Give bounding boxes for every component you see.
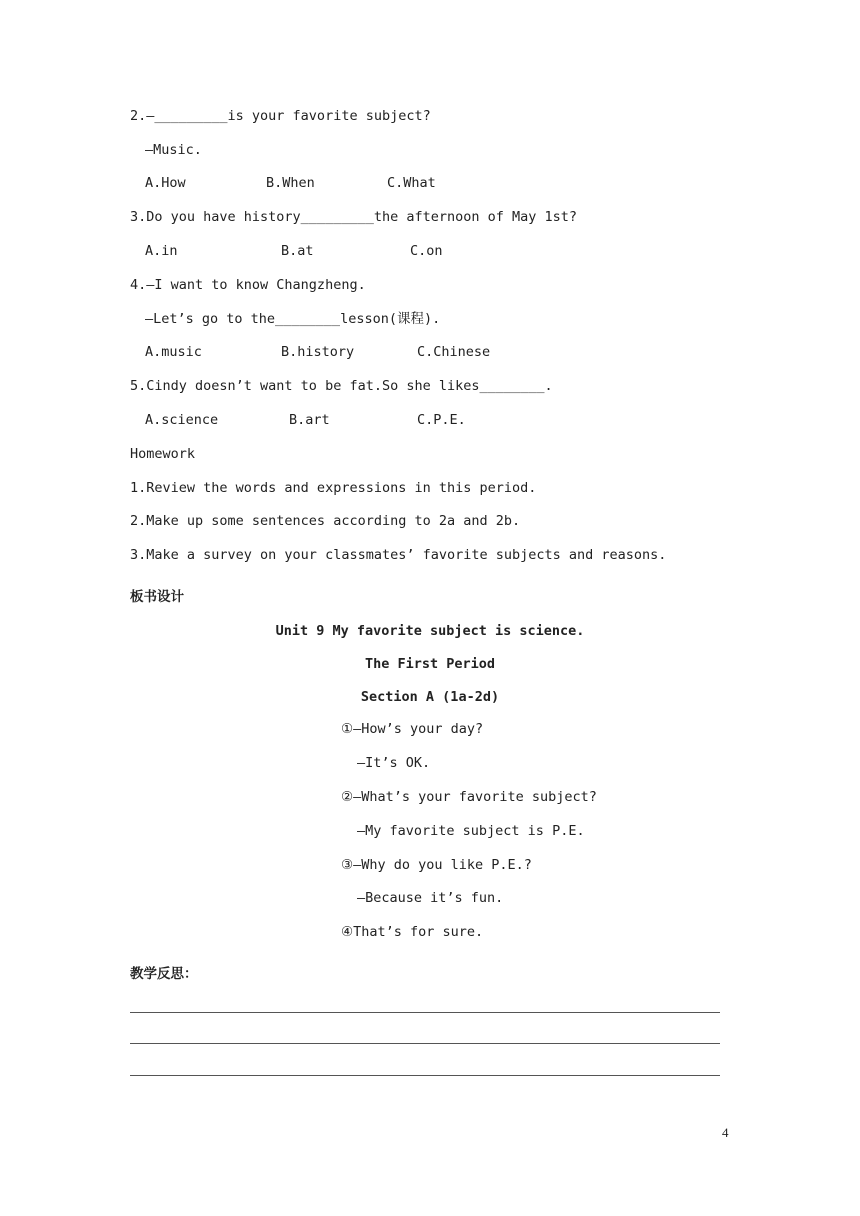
homework-heading: Homework — [130, 446, 196, 462]
page-number: 4 — [722, 1125, 729, 1140]
question-5-stem: 5.Cindy doesn’t want to be fat.So she likes________. — [130, 378, 553, 394]
board-period: The First Period — [364, 656, 496, 672]
reflection-heading: 教学反思： — [130, 966, 198, 982]
reflection-rule-3 — [130, 1075, 720, 1076]
question-3-stem: 3.Do you have history_________the afternoon of May 1st? — [130, 209, 578, 225]
board-line-3: ②—What’s your favorite subject? — [341, 789, 597, 805]
question-5-option-a: A.science — [145, 412, 219, 428]
homework-item-3: 3.Make a survey on your classmates’ favorite subjects and reasons. — [130, 547, 667, 563]
question-2-reply: —Music. — [145, 142, 202, 158]
question-4-option-b: B.history — [281, 344, 355, 360]
board-line-6: —Because it’s fun. — [357, 890, 504, 906]
question-4-stem: 4.—I want to know Changzheng. — [130, 277, 366, 293]
question-2-stem: 2.—_________is your favorite subject? — [130, 108, 431, 124]
question-3-option-b: B.at — [281, 243, 314, 259]
board-title: Unit 9 My favorite subject is science. — [275, 623, 585, 639]
question-3-option-c: C.on — [410, 243, 443, 259]
question-5-option-b: B.art — [289, 412, 330, 428]
question-3-option-a: A.in — [145, 243, 178, 259]
question-4-reply: —Let’s go to the________lesson(课程). — [145, 311, 441, 327]
question-2-option-b: B.When — [266, 175, 315, 191]
reflection-rule-1 — [130, 1012, 720, 1013]
question-2-option-c: C.What — [387, 175, 436, 191]
board-line-4: —My favorite subject is P.E. — [357, 823, 585, 839]
homework-item-2: 2.Make up some sentences according to 2a and 2b. — [130, 513, 521, 529]
board-line-7: ④That’s for sure. — [341, 924, 484, 940]
question-5-option-c: C.P.E. — [417, 412, 466, 428]
question-2-option-a: A.How — [145, 175, 186, 191]
board-heading: 板书设计 — [130, 589, 184, 605]
reflection-rule-2 — [130, 1043, 720, 1044]
board-line-5: ③—Why do you like P.E.? — [341, 857, 532, 873]
homework-item-1: 1.Review the words and expressions in this period. — [130, 480, 537, 496]
board-line-1: ①—How’s your day? — [341, 721, 484, 737]
board-line-2: —It’s OK. — [357, 755, 431, 771]
question-4-option-c: C.Chinese — [417, 344, 491, 360]
board-section: Section A (1a-2d) — [360, 689, 500, 705]
question-4-option-a: A.music — [145, 344, 202, 360]
